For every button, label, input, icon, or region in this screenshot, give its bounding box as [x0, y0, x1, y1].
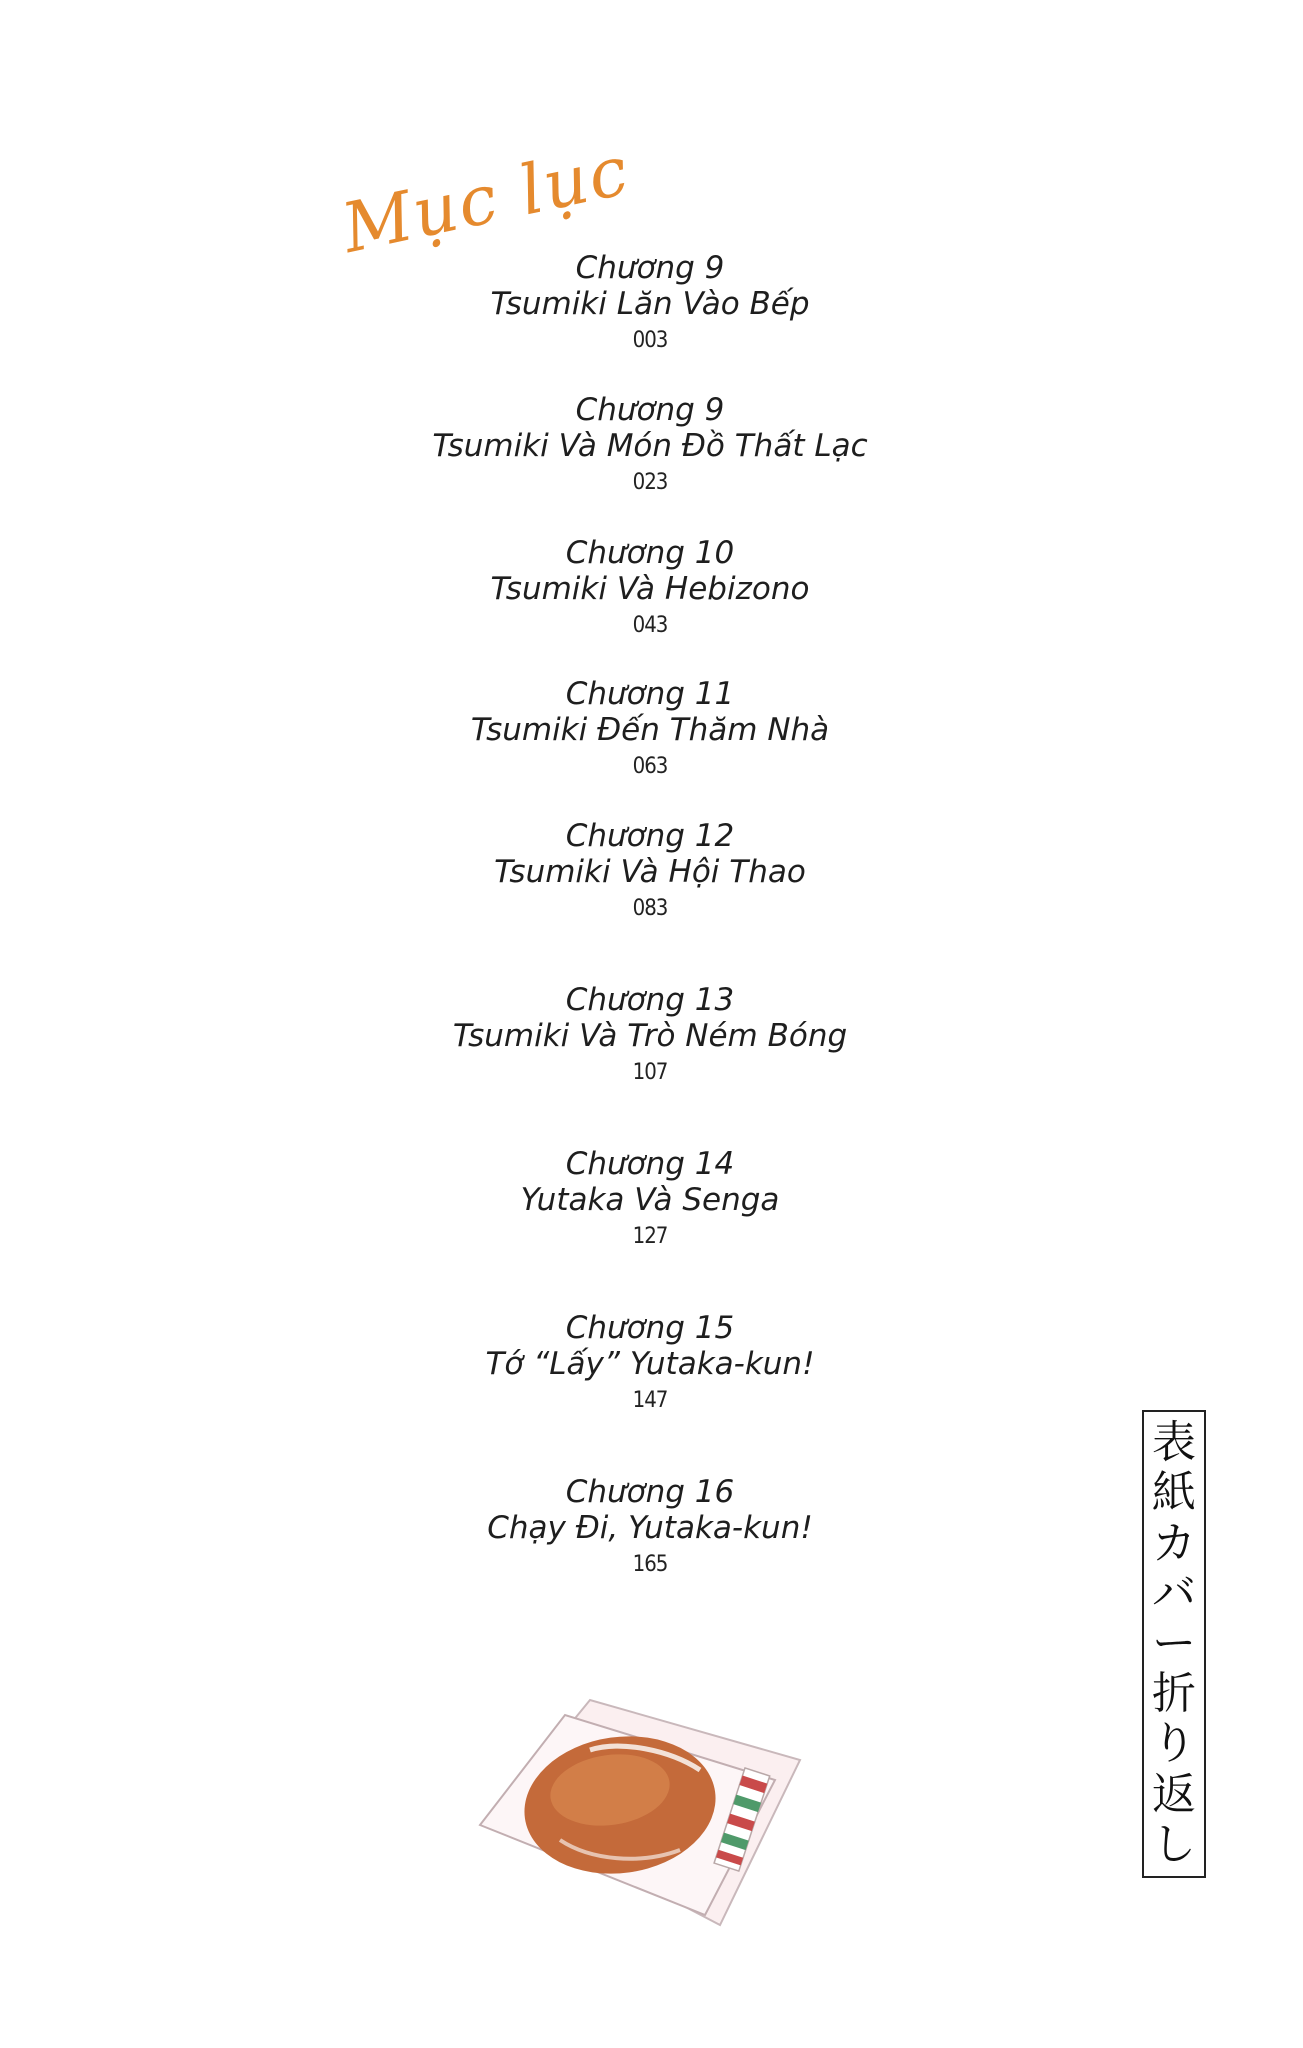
toc-entry	[350, 535, 950, 641]
chapter-title: Tsumiki Và Hội Thao	[494, 854, 806, 890]
page-number: 147	[632, 1388, 668, 1413]
chapter-number: Chương 11	[565, 676, 735, 712]
label-char: 表	[1152, 1417, 1196, 1469]
page-number: 023	[632, 470, 668, 495]
page-number: 063	[632, 754, 668, 779]
label-char: り	[1152, 1718, 1196, 1770]
chapter-number: Chương 15	[565, 1310, 735, 1346]
toc-entry	[350, 1310, 950, 1416]
page-number: 083	[632, 896, 668, 921]
label-char: 紙	[1152, 1467, 1196, 1519]
page-number: 043	[632, 613, 668, 638]
chapter-title: Chạy Đi, Yutaka-kun!	[487, 1510, 813, 1546]
label-char: バ	[1152, 1567, 1196, 1619]
page-number: 003	[632, 328, 668, 353]
label-char: 折	[1152, 1668, 1196, 1720]
toc-entry	[350, 1474, 950, 1580]
chapter-title: Yutaka Và Senga	[520, 1182, 780, 1218]
chapter-title: Tsumiki Đến Thăm Nhà	[470, 712, 830, 748]
page-number: 107	[632, 1060, 668, 1085]
chapter-title: Tsumiki Và Hebizono	[490, 571, 810, 607]
toc-entry	[350, 392, 950, 498]
chapter-title: Tớ “Lấy” Yutaka-kun!	[485, 1346, 815, 1382]
wrapped-bun-illustration	[470, 1690, 810, 1930]
chapter-number: Chương 9	[575, 392, 725, 428]
chapter-number: Chương 14	[565, 1146, 735, 1182]
chapter-number: Chương 9	[575, 250, 725, 286]
chapter-number: Chương 13	[565, 982, 735, 1018]
page-number: 165	[632, 1552, 668, 1577]
chapter-title: Tsumiki Lăn Vào Bếp	[490, 286, 810, 322]
chapter-number: Chương 10	[565, 535, 735, 571]
chapter-number: Chương 16	[565, 1474, 735, 1510]
chapter-title: Tsumiki Và Trò Ném Bóng	[452, 1018, 848, 1054]
toc-entry	[350, 250, 950, 356]
label-char: し	[1152, 1818, 1196, 1870]
page-number: 127	[632, 1224, 668, 1249]
toc-entry	[350, 1146, 950, 1252]
chapter-number: Chương 12	[565, 818, 735, 854]
label-char: カ	[1152, 1517, 1196, 1569]
label-char: ー	[1152, 1617, 1196, 1669]
toc-entry	[350, 982, 950, 1088]
toc-title: Mục lục	[335, 131, 637, 269]
chapter-title: Tsumiki Và Món Đồ Thất Lạc	[432, 428, 868, 464]
label-char: 返	[1152, 1768, 1196, 1820]
toc-entry	[350, 676, 950, 782]
toc-entry	[350, 818, 950, 924]
cover-fold-label	[1142, 1410, 1206, 1878]
